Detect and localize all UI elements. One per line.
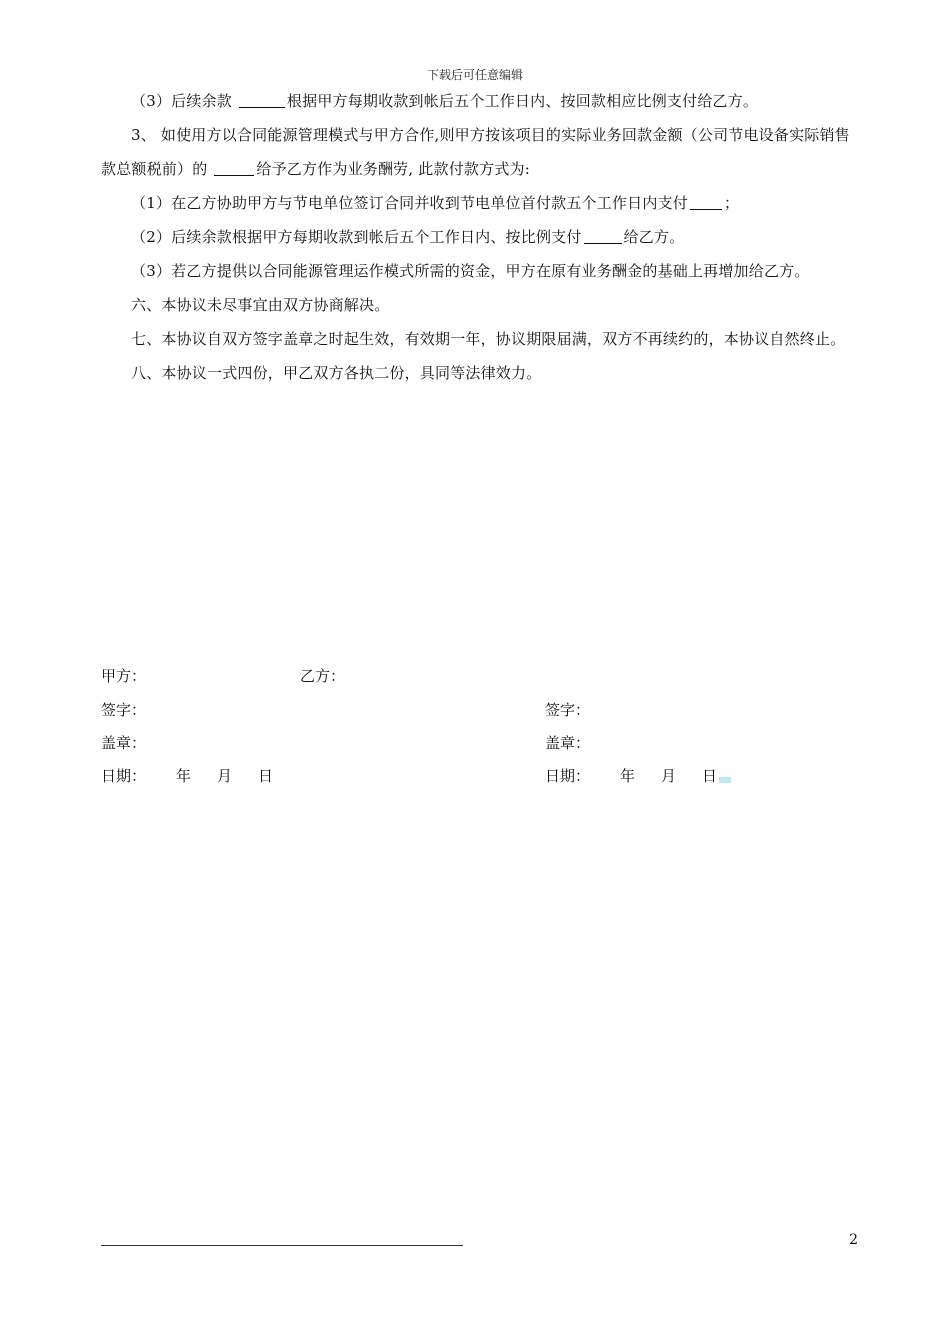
date-label: 日期： (101, 767, 147, 785)
party-a-label: 甲方： (101, 667, 147, 685)
paragraph-text: （2）后续余款根据甲方每期收款到帐后五个工作日内、按比例支付 (131, 228, 582, 246)
paragraph-clause-seven: 七、本协议自双方签字盖章之时起生效，有效期一年，协议期限届满，双方不再续约的，本协议自然终止。 (131, 330, 846, 348)
paragraph-balance-payment (101, 84, 851, 118)
paragraph-funding-bonus: （3）若乙方提供以合同能源管理运作模式所需的资金，甲方在原有业务酬金的基础上再增加给乙方。 (131, 262, 810, 280)
agreement-body (101, 84, 851, 390)
paragraph-text: 3、 如使用方以合同能源管理模式与甲方合作,则甲方按该项目的实际业务回款金额（公司节电设备实际销售款总额税前）的 (101, 126, 850, 178)
party-a-seal-label: 盖章： (101, 734, 147, 752)
page-number: 2 (849, 1232, 858, 1248)
date-day: 日 (258, 767, 274, 785)
paragraph-clause-six: 六、本协议未尽事宜由双方协商解决。 (131, 296, 390, 314)
party-a-date-line (101, 766, 273, 786)
paragraph-text: 根据甲方每期收款到帐后五个工作日内、按回款相应比例支付给乙方。 (286, 92, 759, 110)
date-year: 年 (620, 767, 636, 785)
date-label: 日期： (545, 767, 591, 785)
paragraph-first-payment (101, 186, 851, 220)
fill-in-blank (690, 194, 722, 210)
paragraph-emc-cooperation (101, 118, 851, 186)
paragraph-subsequent-payment (101, 220, 851, 254)
fill-in-blank (239, 92, 285, 108)
text-cursor-highlight (719, 777, 731, 783)
paragraph-text: 给予乙方作为业务酬劳, 此款付款方式为: (256, 160, 530, 178)
footer-rule (101, 1245, 463, 1246)
date-day: 日 (702, 767, 718, 785)
header-note: 下载后可任意编辑 (426, 68, 523, 82)
date-year: 年 (176, 767, 192, 785)
paragraph-text: （1）在乙方协助甲方与节电单位签订合同并收到节电单位首付款五个工作日内支付 (131, 194, 688, 212)
date-month: 月 (217, 767, 233, 785)
party-a-sign-label: 签字： (101, 701, 147, 719)
party-b-seal-label: 盖章： (545, 734, 591, 752)
paragraph-text: （3）后续余款 (131, 92, 237, 110)
fill-in-blank (214, 160, 254, 176)
paragraph-text: 给乙方。 (623, 228, 685, 246)
fill-in-blank (584, 228, 622, 244)
party-b-label: 乙方： (300, 667, 346, 685)
party-b-sign-label: 签字： (545, 701, 591, 719)
date-month: 月 (661, 767, 677, 785)
party-b-date-line (545, 766, 731, 786)
paragraph-text: ； (723, 194, 740, 212)
paragraph-clause-eight: 八、本协议一式四份，甲乙双方各执二份，具同等法律效力。 (131, 364, 542, 382)
